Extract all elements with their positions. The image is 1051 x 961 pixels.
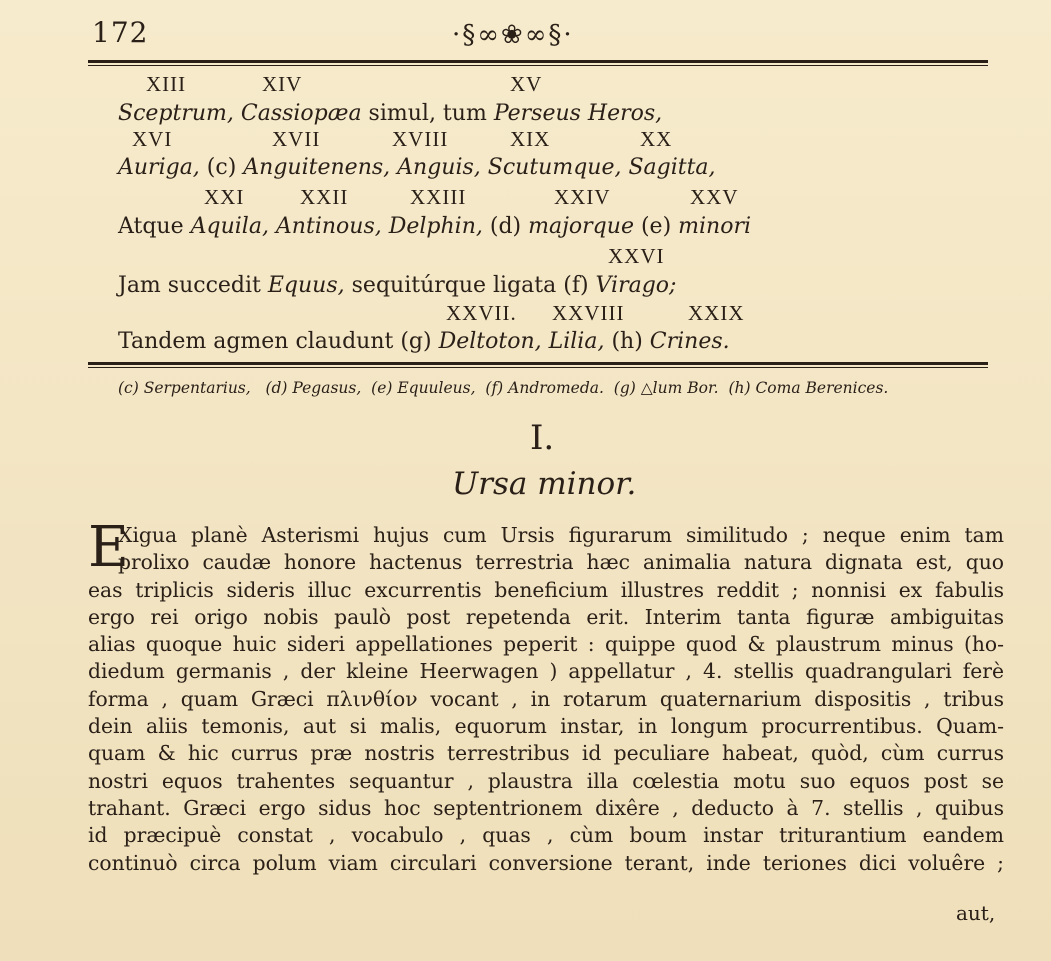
numeral: XXV	[690, 185, 739, 209]
numeral: XIX	[510, 127, 551, 151]
numeral: XVI	[132, 127, 173, 151]
numeral: XXVI	[608, 244, 665, 268]
text-line: nostri equos trahentes sequantur , plaustra illa cœlestia motu suo equos post se	[88, 768, 1004, 793]
section-title: Ursa minor.	[452, 466, 637, 502]
numeral: XVIII	[392, 127, 449, 151]
text-line: dein aliis temonis, aut si malis, equorum instar, in longum procurrentibus. Quam-	[88, 714, 1004, 739]
text-line: eas triplicis sideris illuc excurrentis beneficium illustres reddit ; nonnisi ex fabulis	[88, 577, 1004, 602]
numeral: XXIV	[554, 185, 611, 209]
text-line: Xigua planè Asterismi hujus cum Ursis figurarum similitudo ; neque enim tam	[118, 523, 1004, 547]
numeral: XIV	[262, 72, 303, 96]
verse-line: Tandem agmen claudunt (g) Deltoton, Lilia, (h) Crines.	[118, 329, 730, 354]
text-line: diedum germanis , der kleine Heerwagen ) appellatur , 4. stellis quadrangulari ferè	[88, 659, 1004, 684]
numeral: XXVII.	[446, 301, 517, 325]
verse-line: Atque Aquila, Antinous, Delphin, (d) majorque (e) minori	[118, 214, 752, 239]
drop-capital: E	[88, 515, 129, 580]
text-line: alias quoque huic sideri appellationes peperit : quippe quod & plaustrum minus (ho-	[88, 632, 1004, 657]
numeral: XXI	[204, 185, 245, 209]
numeral: XXIII	[410, 185, 467, 209]
section-number: I.	[530, 418, 555, 458]
numeral: XXIX	[688, 301, 745, 325]
footnote-rule	[88, 362, 988, 365]
verse-block	[0, 0, 1051, 360]
numeral: XX	[640, 127, 673, 151]
numeral: XVII	[272, 127, 321, 151]
text-line: ergo rei origo nobis paulò post repetenda erit. Interim tanta figuræ ambiguitas	[88, 604, 1004, 629]
text-line: id præcipuè constat , vocabulo , quas , cùm boum instar triturantium eandem	[88, 823, 1004, 848]
footnote-rule-thin	[88, 367, 988, 368]
header-ornament: ·§∞❀∞§·	[452, 20, 574, 50]
body-text	[88, 522, 1004, 877]
footnotes: (c) Serpentarius, (d) Pegasus, (e) Equuleus, (f) Andromeda. (g) △lum Bor. (h) Coma Berenices.	[118, 379, 889, 397]
numeral: XIII	[146, 72, 187, 96]
numeral: XXII	[300, 185, 349, 209]
text-line: forma , quam Græci πλινθίον vocant , in rotarum quaternarium dispositis , tribus	[88, 686, 1004, 711]
catchword: aut,	[956, 901, 996, 925]
text-line: quam & hic currus præ nostris terrestribus id peculiare habeat, quòd, cùm currus	[88, 741, 1004, 766]
numeral: XXVIII	[552, 301, 625, 325]
verse-line: Jam succedit Equus, sequitúrque ligata (f) Virago;	[118, 273, 677, 298]
text-line: trahant. Græci ergo sidus hoc septentrionem dixêre , deducto à 7. stellis , quibus	[88, 795, 1004, 820]
verse-line: Sceptrum, Cassiopæa simul, tum Perseus Heros,	[118, 101, 663, 126]
numeral: XV	[510, 72, 543, 96]
verse-line: Auriga, (c) Anguitenens, Anguis, Scutumque, Sagitta,	[118, 155, 716, 180]
text-line: continuò circa polum viam circulari conversione terant, inde teriones dici voluêre ;	[88, 850, 1004, 875]
text-line: prolixo caudæ honore hactenus terrestria hæc animalia natura dignata est, quo	[118, 550, 1004, 575]
page-number: 172	[92, 16, 149, 49]
